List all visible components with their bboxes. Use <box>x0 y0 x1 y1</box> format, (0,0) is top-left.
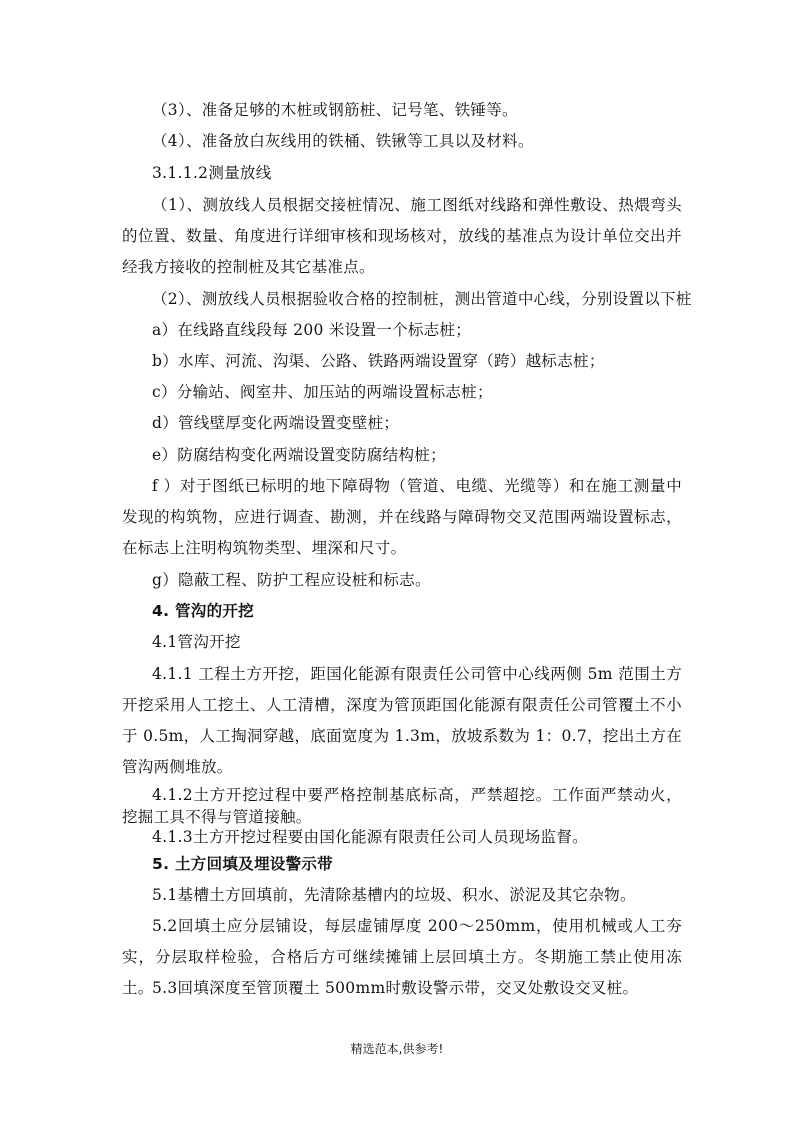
heading-backfill: 5. 土方回填及埋设警示带 <box>152 855 333 873</box>
paragraph-prep-tools: （4）、准备放白灰线用的铁桶、铁锹等工具以及材料。 <box>152 132 534 150</box>
paragraph-4-1-2: 4.1.2土方开挖过程中要严格控制基底标高，严禁超挖。工作面严禁动火，挖掘工具不得与管道接触。 <box>122 786 682 826</box>
page-footer: 精选范本,供参考! <box>350 1042 444 1056</box>
list-item-a: a）在线路直线段每 200 米设置一个标志桩； <box>152 321 472 339</box>
paragraph-survey-1: （1）、测放线人员根据交接桩情况、施工图纸对线路和弹性敷设、热煨弯头的位置、数量、角度进行详细审核和现场核对，放线的基准点为设计单位交出并经我方接收的控制桩及其它基准点。 <box>122 196 682 276</box>
paragraph-5-3: 5.3回填深度至管顶覆土 500mm时敷设警示带，交叉处敷设交叉桩。 <box>152 979 639 997</box>
list-item-c: c）分输站、阀室井、加压站的两端设置标志桩； <box>152 383 493 401</box>
paragraph-5-1: 5.1基槽土方回填前，先清除基槽内的垃圾、积水、淤泥及其它杂物。 <box>152 886 636 904</box>
list-item-f: f ）对于图纸已标明的地下障碍物（管道、电缆、光缆等）和在施工测量中发现的构筑物，应进行调查、勘测，并在线路与障碍物交叉范围两端设置标志，在标志上注明构筑物类型、埋深和尺寸。 <box>122 477 682 557</box>
paragraph-5-2: 5.2回填土应分层铺设，每层虚铺厚度 200～250mm，使用机械或人工夯实，分层取样检验，合格后方可继续摊铺上层回填土方。冬期施工禁止使用冻土。 <box>122 917 682 997</box>
list-item-b: b）水库、河流、沟渠、公路、铁路两端设置穿（跨）越标志桩； <box>152 352 605 370</box>
paragraph-4-1-1: 4.1.1 工程土方开挖，距国化能源有限责任公司管中心线两侧 5m 范围土方开挖采用人工挖土、人工清槽，深度为管顶距国化能源有限责任公司管覆土不小于 0.5m，人工掏洞穿越，底面宽度为 1.3m，放坡系数为 1：0.7，挖出土方在管沟两侧堆放。 <box>122 665 682 776</box>
paragraph-prep-stakes: （3）、准备足够的木桩或钢筋桩、记号笔、铁锤等。 <box>152 101 518 119</box>
subheading-4-1: 4.1管沟开挖 <box>152 633 241 651</box>
list-item-g: g）隐蔽工程、防护工程应设桩和标志。 <box>152 571 431 589</box>
section-heading-survey: 3.1.1.2测量放线 <box>152 164 272 182</box>
paragraph-survey-2: （2）、测放线人员根据验收合格的控制桩，测出管道中心线，分别设置以下桩 <box>152 290 692 308</box>
list-item-d: d）管线壁厚变化两端设置变壁桩； <box>152 414 400 432</box>
paragraph-4-1-3: 4.1.3土方开挖过程要由国化能源有限责任公司人员现场监督。 <box>152 828 588 846</box>
list-item-e: e）防腐结构变化两端设置变防腐结构桩； <box>152 446 446 464</box>
heading-trench-excavation: 4. 管沟的开挖 <box>152 602 254 620</box>
